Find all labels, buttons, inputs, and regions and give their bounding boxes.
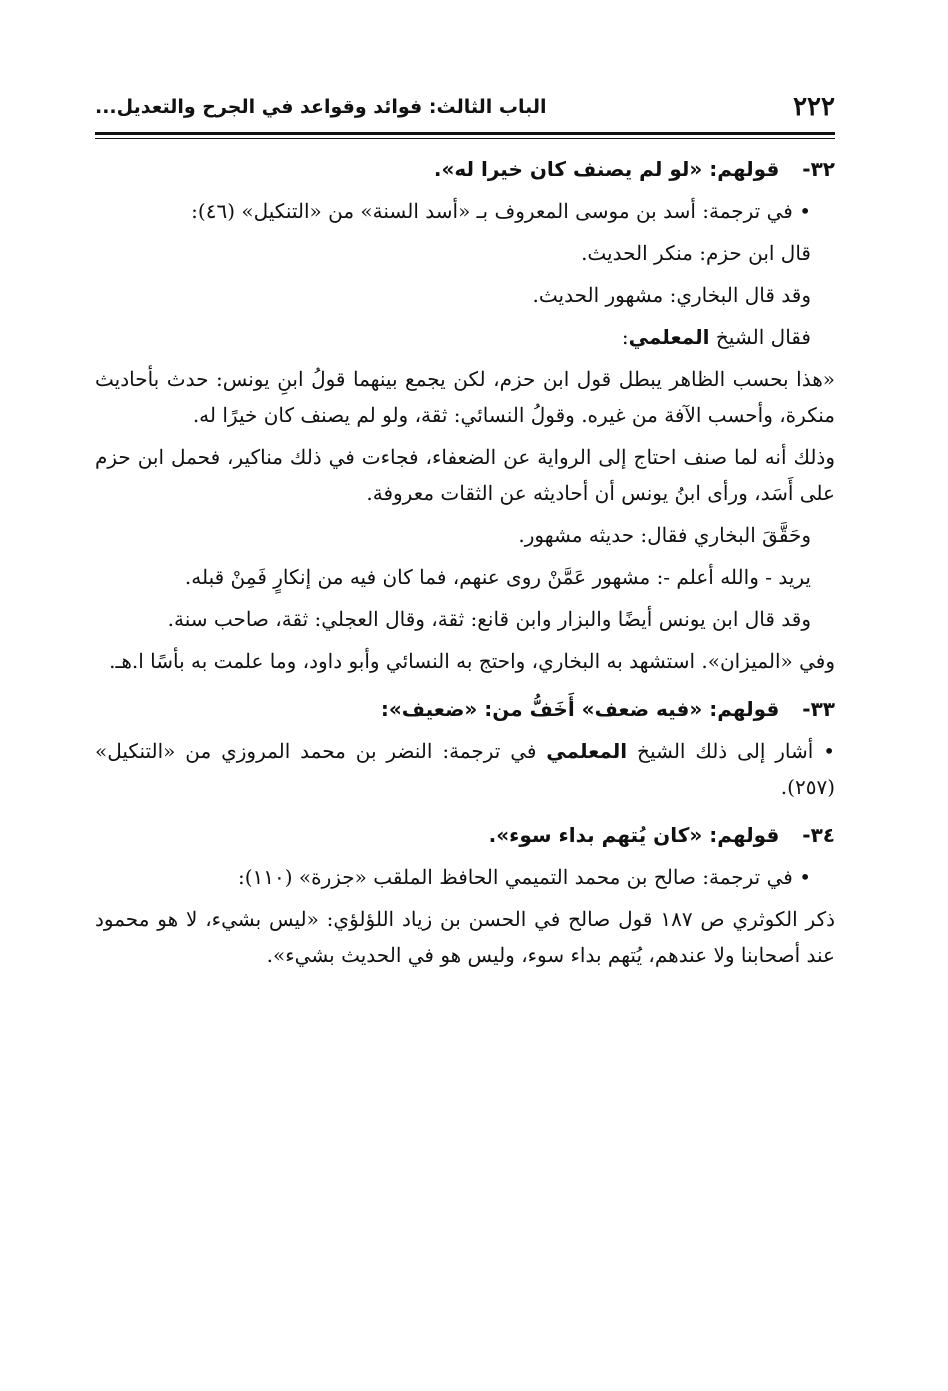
bullet-rest: في ترجمة: النضر بن محمد المروزي من «التنكيل» (٢٥٧). xyxy=(95,739,835,799)
attribution-prefix: فقال الشيخ xyxy=(715,325,811,349)
section-number: ٣٤- xyxy=(802,823,835,847)
scholar-name: المعلمي xyxy=(628,325,710,349)
bullet-line: • في ترجمة: صالح بن محمد التميمي الحافظ الملقب «جزرة» (١١٠): xyxy=(237,865,811,889)
quote-line: وقد قال البخاري: مشهور الحديث. xyxy=(532,283,811,307)
section-title: قولهم: «كان يُتهم بداء سوء». xyxy=(488,823,780,847)
attribution-colon: : xyxy=(621,325,629,349)
section-number: ٣٣- xyxy=(802,697,835,721)
bullet-line: • في ترجمة: أسد بن موسى المعروف بـ «أسد السنة» من «التنكيل» (٤٦): xyxy=(191,199,811,223)
section-title: قولهم: «فيه ضعف» أَخَفُّ من: «ضعيف»: xyxy=(380,697,780,721)
paragraph: وفي «الميزان». استشهد به البخاري، واحتج به النسائي وأبو داود، وما علمت به بأسًا ا.هـ. xyxy=(109,649,835,673)
page xyxy=(95,88,835,979)
section-title: قولهم: «لو لم يصنف كان خيرا له». xyxy=(433,157,780,181)
paragraph: وحَقَّقَ البخاري فقال: حديثه مشهور. xyxy=(518,523,811,547)
header-rule-thick xyxy=(95,132,835,135)
section-number: ٣٢- xyxy=(802,157,835,181)
paragraph: وقد قال ابن يونس أيضًا والبزار وابن قانع: ثقة، وقال العجلي: ثقة، صاحب سنة. xyxy=(167,607,811,631)
bullet-line xyxy=(95,733,835,805)
section-heading-32 xyxy=(95,155,835,183)
paragraph: وذلك أنه لما صنف احتاج إلى الرواية عن الضعفاء، فجاءت في ذلك مناكير، فحمل ابن حزم على أَسَد، ورأى ابنُ يونس أن أحاديثه عن الثقات معروفة. xyxy=(95,445,835,505)
scholar-name: المعلمي xyxy=(546,739,628,763)
paragraph: ذكر الكوثري ص ١٨٧ قول صالح في الحسن بن زياد اللؤلؤي: «ليس بشيء، لا هو محمود عند أصحابنا ولا عندهم، يُتهم بداء سوء، وليس هو في الحديث بشيء». xyxy=(95,907,835,967)
section-heading-33 xyxy=(95,695,835,723)
attribution-line xyxy=(95,319,835,355)
paragraph: يريد - والله أعلم -: مشهور عَمَّنْ روى عنهم، فما كان فيه من إنكارٍ فَمِنْ قبله. xyxy=(184,565,811,589)
page-number: ٢٢٢ xyxy=(793,92,835,122)
bullet-prefix: • أشار إلى ذلك الشيخ xyxy=(637,739,836,763)
page-header xyxy=(95,88,835,126)
section-heading-34 xyxy=(95,821,835,849)
paragraph: «هذا بحسب الظاهر يبطل قول ابن حزم، لكن يجمع بينهما قولُ ابنِ يونس: حدث بأحاديث منكرة، وأحسب الآفة من غيره. وقولُ النسائي: ثقة، ولو لم يصنف كان خيرًا له. xyxy=(95,367,835,427)
quote-line: قال ابن حزم: منكر الحديث. xyxy=(581,241,811,265)
header-rule-thin xyxy=(95,138,835,139)
running-title: الباب الثالث: فوائد وقواعد في الجرح والتعديل... xyxy=(95,96,547,118)
